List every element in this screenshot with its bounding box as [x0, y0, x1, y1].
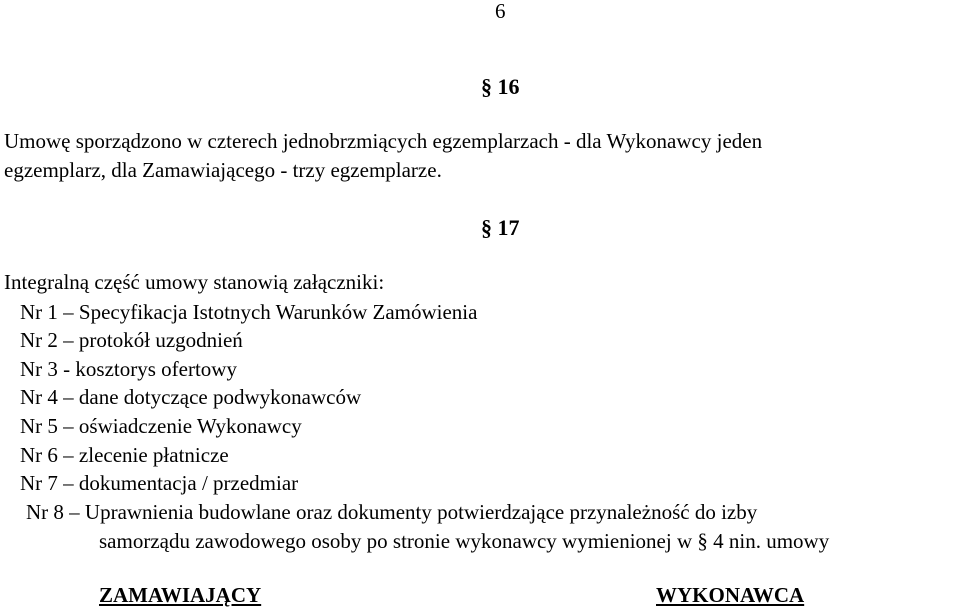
attachment-item-7: Nr 7 – dokumentacja / przedmiar	[20, 471, 299, 495]
attachment-item-2: Nr 2 – protokół uzgodnień	[20, 328, 243, 352]
attachment-item-3: Nr 3 - kosztorys ofertowy	[20, 357, 237, 381]
section-16-heading: § 16	[481, 74, 520, 99]
attachment-item-6: Nr 6 – zlecenie płatnicze	[20, 443, 229, 467]
attachment-item-8-continuation: samorządu zawodowego osoby po stronie wykonawcy wymienionej w § 4 nin. umowy	[99, 529, 830, 553]
section-16-text-line-2: egzemplarz, dla Zamawiającego - trzy egzemplarze.	[4, 158, 442, 182]
section-17-heading: § 17	[481, 215, 520, 240]
attachment-item-8: Nr 8 – Uprawnienia budowlane oraz dokumenty potwierdzające przynależność do izby	[26, 500, 758, 524]
page-number: 6	[495, 0, 506, 23]
section-16-text-line-1: Umowę sporządzono w czterech jednobrzmiących egzemplarzach - dla Wykonawcy jeden	[4, 129, 763, 153]
signature-contractor: WYKONAWCA	[656, 583, 805, 607]
attachment-item-1: Nr 1 – Specyfikacja Istotnych Warunków Zamówienia	[20, 300, 478, 324]
attachment-item-4: Nr 4 – dane dotyczące podwykonawców	[20, 385, 362, 409]
signature-client: ZAMAWIAJĄCY	[99, 583, 262, 607]
attachments-intro: Integralną część umowy stanowią załączniki:	[4, 270, 385, 294]
attachment-item-5: Nr 5 – oświadczenie Wykonawcy	[20, 414, 302, 438]
